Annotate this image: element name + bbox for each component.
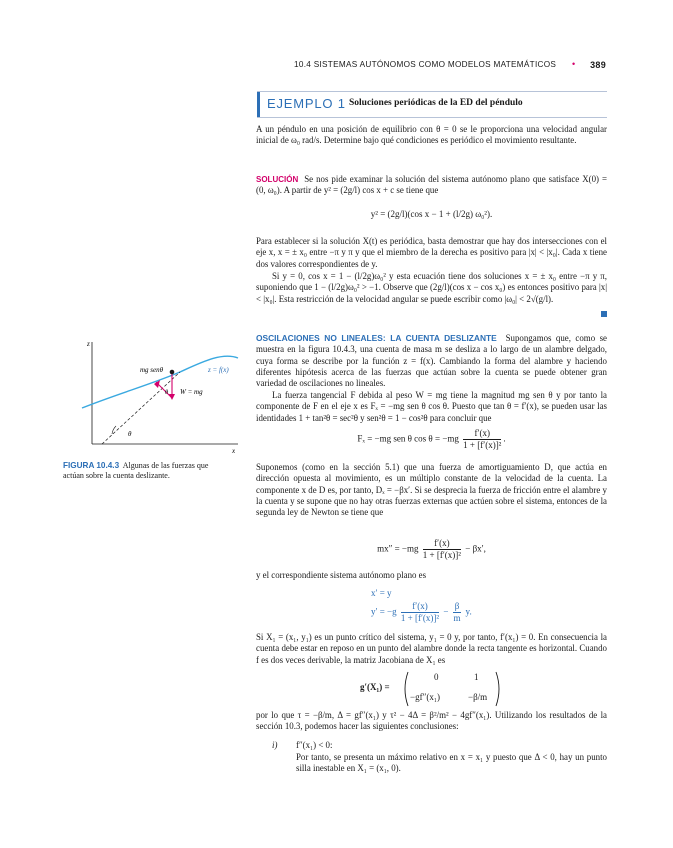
example-accent-bar <box>257 92 260 117</box>
system-eq-1: x′ = y <box>371 588 392 598</box>
system-eq-2-left: y′ = −g <box>371 606 397 617</box>
system-eq-2-y: y. <box>465 606 472 617</box>
example-title: Soluciones periódicas de la ED del péndulo <box>349 98 523 108</box>
eq-newton-left: mx″ = −mg <box>377 543 419 554</box>
paragraph-damping: Suponemos (como en la sección 5.1) que una fuerza de amortiguamiento D, que actúa en dirección opuesta al movimiento, es un múltiplo constante de la velocidad de la cuenta. La componente x de D es, por tanto, Dₓ = −βx′. Si se desprecia la fuerza de fricción entre el alambre y la cuenta y se supone que no hay otras fuerzas externas que actúen sobre el sistema, entonces de la segunda ley de Newton se tiene que <box>256 462 607 518</box>
system-eq-2-fraction <box>401 601 439 624</box>
label-mg-sen: mg senθ <box>140 366 164 374</box>
label-weight: W = mg <box>180 388 203 396</box>
system-eq-2-m: m <box>453 613 461 623</box>
eq-newton-fraction <box>423 538 461 561</box>
solution-text: Se nos pide examinar la solución del sistema autónomo plano que satisface X(0) = (0, ω₀). A partir de y² = (2g/l) cos x + c se tiene que <box>256 174 607 196</box>
label-theta-bottom: θ <box>128 430 132 438</box>
equation-newton <box>256 538 607 561</box>
equation-y-squared: y² = (2g/l)(cos x − 1 + (l/2g) ω₀²). <box>370 209 493 219</box>
jacobian-b: 1 <box>474 672 479 682</box>
figure-caption <box>63 461 223 481</box>
bead <box>170 370 175 375</box>
paragraph-periodic: Para establecer si la solución X(t) es periódica, basta demostrar que hay dos intersecciones con el eje x, x = ± x₀ entre −π y π y que el miembro de la derecha es positivo para |x| < |x₀|. Cada x tiene dos valores correspondientes de y. <box>256 236 607 269</box>
paragraph-tangential-force: La fuerza tangencial F debida al peso W = mg tiene la magnitud mg sen θ y por tanto la componente de F en el eje x es Fₓ = −mg sen θ cos θ. Puesto que tan θ = f′(x), se pueden usar las identidades 1 + tan²θ = sec²θ y sen²θ = 1 − cos²θ para concluir que <box>256 390 607 423</box>
page-number: 389 <box>590 60 606 70</box>
eq-fx-left: Fₓ = −mg sen θ cos θ = −mg <box>357 433 459 444</box>
eq-newton-num: f′(x) <box>423 538 461 550</box>
paragraph-critical-point: Si X₁ = (x₁, y₁) es un punto crítico del sistema, y₁ = 0 y, por tanto, f′(x₁) = 0. En consecuencia la cuenta debe estar en reposo en un punto del alambre donde la recta tangente es horizontal. Cuando f es dos veces derivable, la matriz Jacobiana de X₁ es <box>256 632 607 665</box>
eq-fx-fraction <box>463 428 501 451</box>
example-intro: A un péndulo en una posición de equilibrio con θ = 0 se le proporciona una velocidad angular inicial de ω₀ rad/s. Determine bajo qué condiciones es periódico el movimiento resultante. <box>256 124 607 146</box>
label-axis-z: z <box>87 340 90 348</box>
item-text: Por tanto, se presenta un máximo relativo en x = x₁ y puesto que Δ < 0, hay un punto silla inestable en X₁ = (x₁, 0). <box>296 752 607 774</box>
jacobian-a: 0 <box>434 672 439 682</box>
eq-newton-den: 1 + [f′(x)]² <box>422 550 461 560</box>
system-eq-2-minus: − <box>443 606 449 617</box>
tangent-line <box>102 372 180 444</box>
solution-paragraph <box>256 174 607 197</box>
end-of-example-square <box>601 311 607 317</box>
system-eq-2 <box>371 601 472 624</box>
example-header <box>257 91 607 118</box>
eq-fx-den: 1 + [f′(x)]² <box>463 440 502 450</box>
eq-newton-right: − βx′, <box>465 543 486 554</box>
header-section: 10.4 SISTEMAS AUTÓNOMOS COMO MODELOS MATEMÁTICOS <box>294 60 557 69</box>
equation-fx: Fₓ = −mg sen θ cos θ = −mg $\frac{f'(x)}{\text{1 + [f′(x)]²}}$ . <box>357 428 506 450</box>
section-bead-paragraph <box>256 333 607 389</box>
wire-curve <box>82 356 238 408</box>
system-eq-2-beta: β <box>454 601 460 611</box>
example-label: EJEMPLO 1 <box>267 96 346 111</box>
paragraph-cos-x: Si y = 0, cos x = 1 − (l/2g)ω₀² y esta ecuación tiene dos soluciones x = ± x₀ entre −π y π, suponiendo que 1 − (l/2g)ω₀² > −1. Observe que (2g/l)(cos x − cos x₀) es entonces positivo para |x| < |x₀|. Esta restricción de la velocidad angular se puede escribir como |ω₀| < 2√(g/l). <box>256 271 607 304</box>
bead-figure <box>62 336 242 456</box>
jacobian-d: −β/m <box>468 692 488 702</box>
header-bullet: • <box>572 59 576 69</box>
weight-arrowhead <box>169 394 175 400</box>
label-axis-x: x <box>232 447 236 455</box>
jacobian-parens <box>402 670 502 708</box>
item-label: i) <box>272 740 278 750</box>
system-eq-2-beta-fraction <box>453 601 462 624</box>
solution-label: SOLUCIÓN <box>256 175 299 184</box>
section-heading: OSCILACIONES NO LINEALES: LA CUENTA DESLIZANTE <box>256 333 497 343</box>
item-condition: f″(x₁) < 0: <box>296 740 333 750</box>
running-header <box>272 60 606 74</box>
paragraph-system-intro: y el correspondiente sistema autónomo plano es <box>256 570 427 580</box>
label-z-fx: z = f(x) <box>208 366 229 374</box>
bead-intro-text: Supongamos que, como se muestra en la figura 10.4.3, una cuenta de masa m se desliza a lo largo de un alambre delgado, cuya forma se describe por la función z = f(x). Cambiando la forma del alambre y haciendo diferentes hipótesis acerca de las fuerzas que actúan sobre la cuenta se puede obtener gran variedad de oscilaciones no lineales. <box>256 333 607 389</box>
figure-caption-label: FIGURA 10.4.3 <box>63 461 120 470</box>
figure-caption-text: Algunas de las fuerzas que actúan sobre la cuenta deslizante. <box>63 461 209 480</box>
jacobian-left: g′(X₁) = <box>360 682 390 692</box>
eq-fx-num: f′(x) <box>463 428 501 440</box>
paragraph-trace-det: por lo que τ = −β/m, Δ = gf″(x₁) y τ² − 4Δ = β²/m² − 4gf″(x₁). Utilizando los resultados de la sección 10.3, podemos hacer las siguientes conclusiones: <box>256 710 607 732</box>
label-theta-top: θ <box>165 389 169 396</box>
system-eq-2-den: 1 + [f′(x)]² <box>400 613 440 623</box>
jacobian-c: −gf″(x₁) <box>410 692 440 702</box>
system-eq-2-num: f′(x) <box>401 601 439 613</box>
